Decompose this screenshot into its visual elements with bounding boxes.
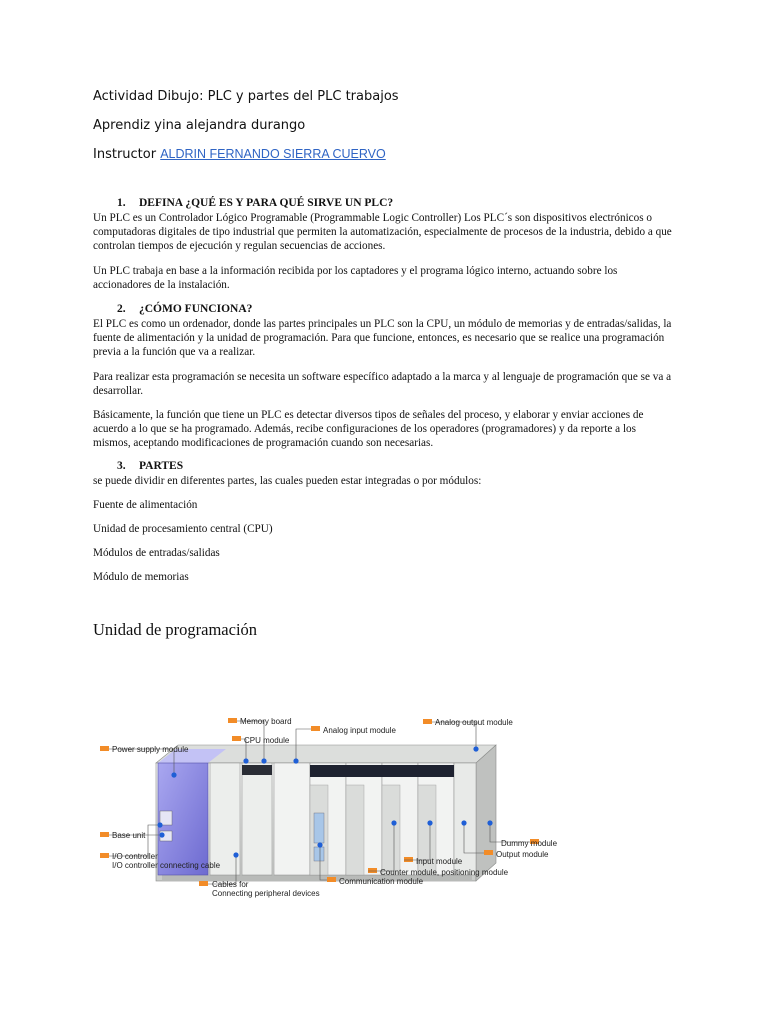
instructor-label: Instructor <box>93 147 157 162</box>
label-io-cable: I/O controller connecting cable <box>112 861 221 870</box>
parts-list-item: Unidad de procesamiento central (CPU) <box>93 523 273 535</box>
activity-title: Actividad Dibujo: PLC y partes del PLC trabajos <box>93 89 399 104</box>
plc-parts-figure <box>96 705 568 898</box>
section-number: 2. <box>117 303 126 315</box>
instructor-line <box>93 147 386 162</box>
section-title: DEFINA ¿QUÉ ES Y PARA QUÉ SIRVE UN PLC? <box>139 197 394 209</box>
section-number: 3. <box>117 460 126 472</box>
section-3-paragraph-1: se puede dividir en diferentes partes, las cuales pueden estar integradas o por módulos: <box>93 475 482 487</box>
label-counter: Counter module, positioning module <box>380 868 509 877</box>
section-3-heading <box>117 460 183 472</box>
label-memory-board: Memory board <box>240 717 292 726</box>
label-cpu-module: CPU module <box>244 736 290 745</box>
label-analog-output: Analog output module <box>435 718 513 727</box>
label-base-unit: Base unit <box>112 831 146 840</box>
label-analog-input: Analog input module <box>323 726 396 735</box>
section-number: 1. <box>117 197 126 209</box>
section-2-paragraph-2: Para realizar esta programación se necesita un software específico adaptado a la marca y al lenguaje de programación que se va a desarrollar. <box>93 371 672 398</box>
apprentice-line: Aprendiz yina alejandra durango <box>93 118 306 133</box>
section-1-paragraph-1: Un PLC es un Controlador Lógico Programable (Programmable Logic Controller) Los PLC´s son dispositivos electrónicos o computadoras digitales de tipo industrial que permiten la automatización, especialmente de procesos de la industria, debido a que controlan tiempos de ejecución y regulan secuencias de acciones. <box>93 212 672 253</box>
section-2-heading <box>117 303 252 315</box>
plc-parts-diagram <box>96 705 568 898</box>
label-communication: Communication module <box>339 877 424 886</box>
label-input: Input module <box>416 857 463 866</box>
section-2-paragraph-1: El PLC es como un ordenador, donde las partes principales un PLC son la CPU, un módulo de memorias y de entradas/salidas, la fuente de alimentación y la unidad de programación. Para que funcione, entonces, es necesario que se realice una programación previa a la función que va a realizar. <box>93 318 672 359</box>
label-output: Output module <box>496 850 549 859</box>
section-1-paragraph-2: Un PLC trabaja en base a la información recibida por los captadores y el programa lógico interno, actuando sobre los accionadores de la instalación. <box>93 265 618 292</box>
parts-list-item: Módulos de entradas/salidas <box>93 547 220 559</box>
parts-list-item: Fuente de alimentación <box>93 499 198 511</box>
section-1-heading <box>117 197 393 209</box>
programming-unit-heading: Unidad de programación <box>93 620 258 639</box>
label-cables-for: Cables for <box>212 880 249 889</box>
label-io-controller: I/O controller <box>112 852 158 861</box>
instructor-link[interactable]: ALDRIN FERNANDO SIERRA CUERVO <box>160 147 386 161</box>
section-title: ¿CÓMO FUNCIONA? <box>139 303 253 315</box>
section-2-paragraph-3: Básicamente, la función que tiene un PLC es detectar diversos tipos de señales del proceso, y elaborar y enviar acciones de acuerdo a lo que se ha programado. Además, recibe configuraciones de los operadores (programadores) y da reporte a los mismos, aceptando modificaciones de programación cuando son necesarias. <box>93 409 644 450</box>
section-title: PARTES <box>139 460 184 472</box>
label-power-supply: Power supply module <box>112 745 189 754</box>
label-dummy: Dummy module <box>501 839 558 848</box>
label-connecting-devices: Connecting peripheral devices <box>212 889 320 898</box>
parts-list-item: Módulo de memorias <box>93 571 189 583</box>
